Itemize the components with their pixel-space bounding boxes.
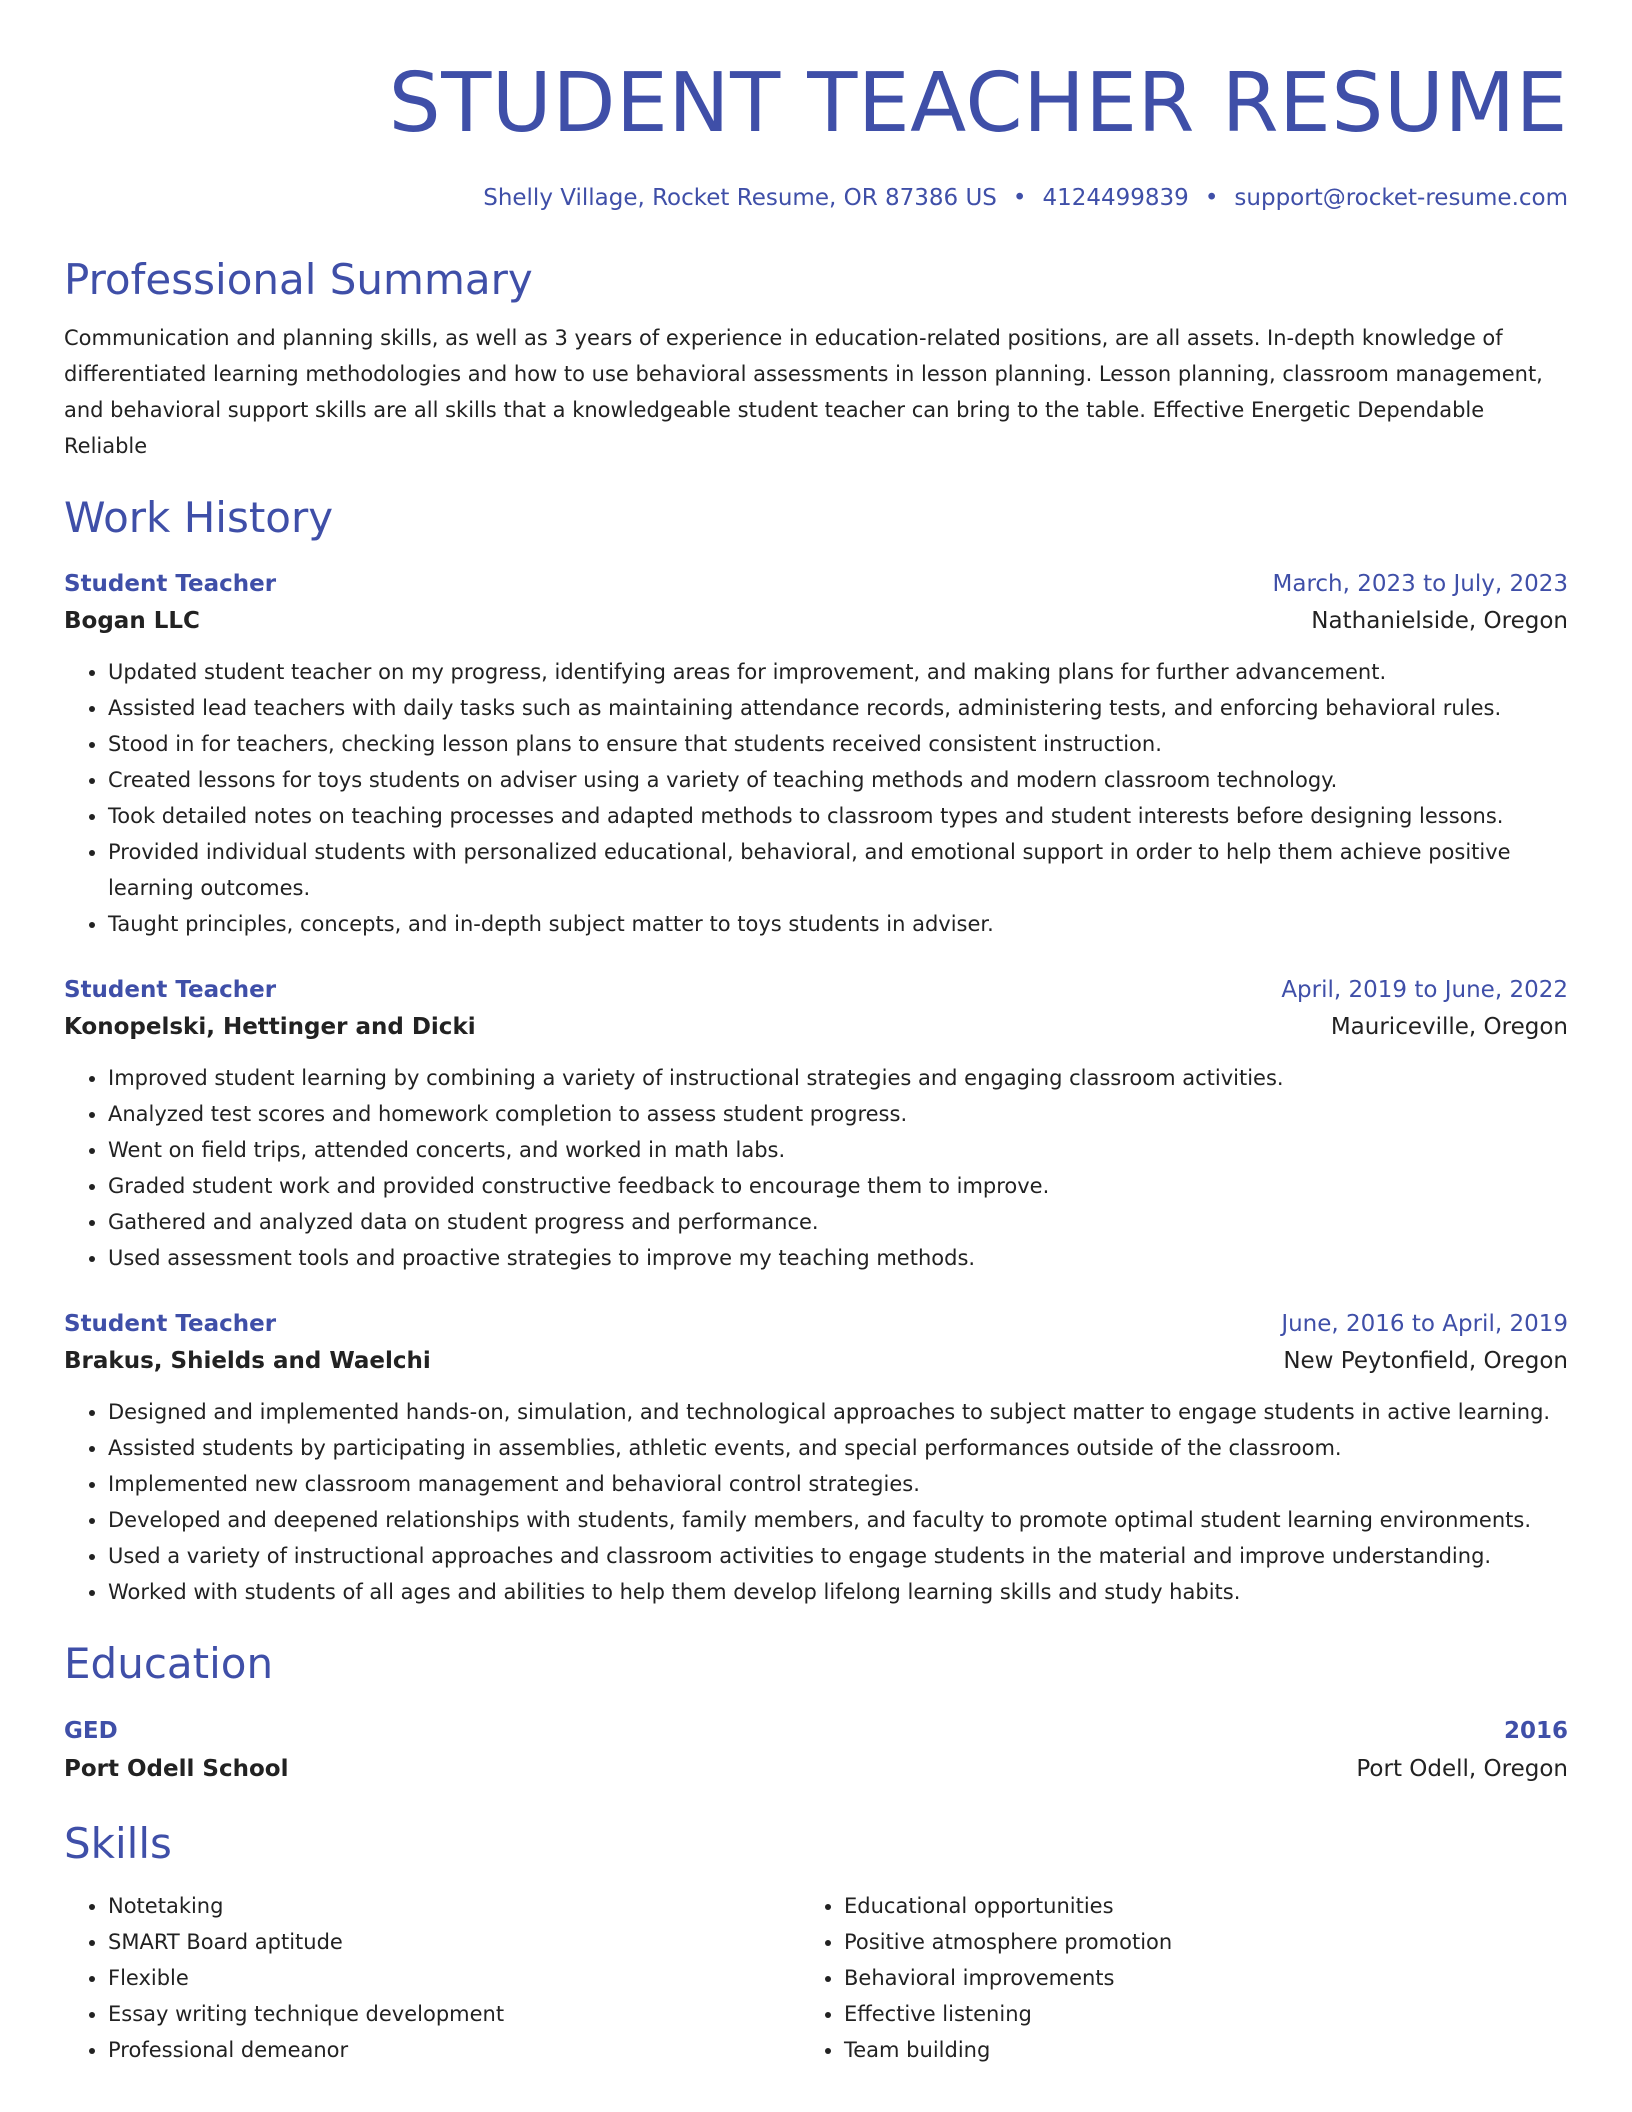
job-role: Student Teacher xyxy=(64,977,277,1003)
job-dates: April, 2019 to June, 2022 xyxy=(1281,977,1568,1003)
list-item: • Assisted students by participating in assemblies, athletic events, and special performances outside of the classroom. xyxy=(108,1430,1568,1466)
skill-item: • Positive atmosphere promotion xyxy=(844,1924,1536,1960)
skill-item: • Educational opportunities xyxy=(844,1888,1536,1924)
contact-email: support@rocket-resume.com xyxy=(1234,185,1568,211)
section-title-skills: Skills xyxy=(64,1819,172,1868)
education-year: 2016 xyxy=(1503,1718,1568,1744)
list-item: • Graded student work and provided constructive feedback to encourage them to improve. xyxy=(108,1168,1568,1204)
job-company-row xyxy=(64,602,1568,640)
resume-header xyxy=(64,56,1568,214)
list-item: • Taught principles, concepts, and in-depth subject matter to toys students in adviser. xyxy=(108,906,1568,942)
skill-item: • Team building xyxy=(844,2032,1536,2068)
job-bullets xyxy=(64,654,1568,942)
section-title-work-history: Work History xyxy=(64,493,334,542)
skill-item: • Flexible xyxy=(108,1960,800,1996)
list-item: • Took detailed notes on teaching processes and adapted methods to classroom types and student interests before designing lessons. xyxy=(108,798,1568,834)
education-school-row xyxy=(64,1750,1568,1788)
job-entry xyxy=(64,566,1568,942)
contact-separator: • xyxy=(1204,185,1219,211)
job-role: Student Teacher xyxy=(64,571,277,597)
education-degree: GED xyxy=(64,1718,118,1744)
job-header-row xyxy=(64,972,1568,1008)
job-header-row xyxy=(64,1306,1568,1342)
list-item: • Designed and implemented hands-on, simulation, and technological approaches to subject matter to engage students in active learning. xyxy=(108,1394,1568,1430)
job-location: New Peytonfield, Oregon xyxy=(1283,1348,1568,1374)
skill-item: • Notetaking xyxy=(108,1888,800,1924)
job-entry xyxy=(64,972,1568,1276)
job-entry xyxy=(64,1306,1568,1610)
education-header-row xyxy=(64,1712,1568,1750)
job-company-row xyxy=(64,1008,1568,1046)
list-item: • Used a variety of instructional approaches and classroom activities to engage students in the material and improve understanding. xyxy=(108,1538,1568,1574)
contact-separator: • xyxy=(1012,185,1027,211)
education-school: Port Odell School xyxy=(64,1756,289,1782)
skills-grid xyxy=(64,1888,1568,2068)
section-title-education: Education xyxy=(64,1639,274,1688)
list-item: • Provided individual students with personalized educational, behavioral, and emotional support in order to help them achieve positive learning outcomes. xyxy=(108,834,1568,906)
contact-line xyxy=(64,182,1568,214)
job-location: Nathanielside, Oregon xyxy=(1311,608,1568,634)
skill-item: • Behavioral improvements xyxy=(844,1960,1536,1996)
list-item: • Improved student learning by combining a variety of instructional strategies and engaging classroom activities. xyxy=(108,1060,1568,1096)
job-dates: June, 2016 to April, 2019 xyxy=(1281,1311,1568,1337)
job-role: Student Teacher xyxy=(64,1311,277,1337)
skill-item: • Effective listening xyxy=(844,1996,1536,2032)
job-company: Brakus, Shields and Waelchi xyxy=(64,1348,431,1374)
skills-column-left xyxy=(64,1888,800,2068)
skill-item: • Professional demeanor xyxy=(108,2032,800,2068)
list-item: • Implemented new classroom management and behavioral control strategies. xyxy=(108,1466,1568,1502)
skills-column-right xyxy=(800,1888,1536,2068)
list-item: • Worked with students of all ages and abilities to help them develop lifelong learning skills and study habits. xyxy=(108,1574,1568,1610)
job-company: Bogan LLC xyxy=(64,608,200,634)
education-location: Port Odell, Oregon xyxy=(1356,1756,1568,1782)
skill-item: • SMART Board aptitude xyxy=(108,1924,800,1960)
list-item: • Analyzed test scores and homework completion to assess student progress. xyxy=(108,1096,1568,1132)
list-item: • Developed and deepened relationships with students, family members, and faculty to promote optimal student learning environments. xyxy=(108,1502,1568,1538)
job-bullets xyxy=(64,1394,1568,1610)
list-item: • Stood in for teachers, checking lesson plans to ensure that students received consistent instruction. xyxy=(108,726,1568,762)
list-item: • Created lessons for toys students on adviser using a variety of teaching methods and modern classroom technology. xyxy=(108,762,1568,798)
list-item: • Used assessment tools and proactive strategies to improve my teaching methods. xyxy=(108,1240,1568,1276)
summary-text: Communication and planning skills, as well as 3 years of experience in education-related positions, are all assets. In-depth knowledge of differentiated learning methodologies and how to use behavioral assessments in lesson planning. Lesson planning, classroom management, and behavioral support skills are all skills that a knowledgeable student teacher can bring to the table. Effective Energetic Dependable Reliable xyxy=(64,326,1543,458)
contact-address: Shelly Village, Rocket Resume, OR 87386 US xyxy=(483,185,997,211)
list-item: • Went on field trips, attended concerts, and worked in math labs. xyxy=(108,1132,1568,1168)
skill-item: • Essay writing technique development xyxy=(108,1996,800,2032)
job-dates: March, 2023 to July, 2023 xyxy=(1272,571,1568,597)
list-item: • Gathered and analyzed data on student progress and performance. xyxy=(108,1204,1568,1240)
job-location: Mauriceville, Oregon xyxy=(1330,1014,1568,1040)
resume-title: STUDENT TEACHER RESUME xyxy=(388,56,1568,151)
job-header-row xyxy=(64,566,1568,602)
list-item: • Assisted lead teachers with daily tasks such as maintaining attendance records, administering tests, and enforcing behavioral rules. xyxy=(108,690,1568,726)
section-title-summary: Professional Summary xyxy=(64,255,533,304)
job-bullets xyxy=(64,1060,1568,1276)
list-item: • Updated student teacher on my progress, identifying areas for improvement, and making plans for further advancement. xyxy=(108,654,1568,690)
job-company-row xyxy=(64,1342,1568,1380)
job-company: Konopelski, Hettinger and Dicki xyxy=(64,1014,476,1040)
education-entry xyxy=(64,1712,1568,1788)
contact-phone: 4124499839 xyxy=(1042,185,1189,211)
